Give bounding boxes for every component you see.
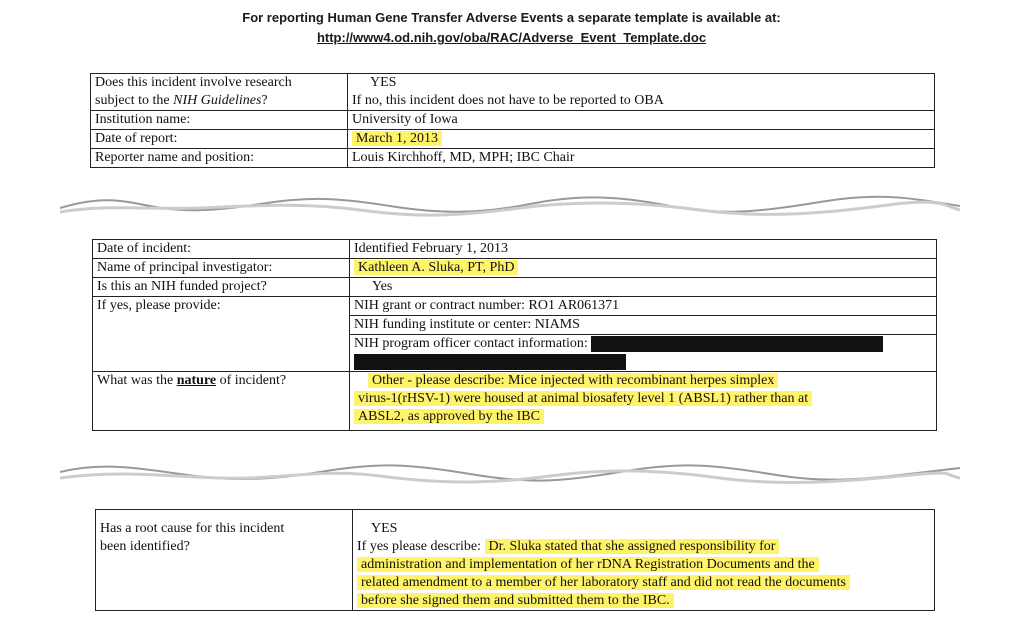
question-cell	[91, 74, 348, 111]
reporting-table	[90, 73, 935, 168]
nature-keyword: nature	[176, 373, 217, 388]
answer-yes: YES	[370, 75, 397, 90]
torn-edge	[60, 186, 960, 226]
root-cause-description: related amendment to a member of her laboratory staff and did not read the documents	[357, 575, 850, 590]
question-text: of incident?	[216, 373, 287, 388]
describe-label: If yes please describe:	[357, 539, 481, 554]
question-text: What was the	[97, 373, 177, 388]
answer-cell	[353, 510, 935, 611]
root-cause-description: administration and implementation of her rDNA Registration Documents and the	[357, 557, 819, 572]
question-cell: Date of report:	[91, 130, 348, 149]
incident-description: Other - please describe: Mice injected with recombinant herpes simplex	[368, 373, 778, 388]
question-text: ?	[261, 93, 268, 108]
report-date-value: March 1, 2013	[352, 131, 442, 146]
root-cause-yes: YES	[371, 521, 398, 536]
question-cell: If yes, please provide:	[93, 297, 350, 372]
institution-value: University of Iowa	[348, 111, 935, 130]
incident-table	[92, 239, 937, 431]
pi-name-value: Kathleen A. Sluka, PT, PhD	[354, 260, 518, 275]
funded-value: Yes	[372, 279, 393, 294]
answer-cell	[350, 335, 937, 372]
incident-description: virus-1(rHSV-1) were housed at animal biosafety level 1 (ABSL1) rather than at	[354, 391, 812, 406]
redaction-bar	[591, 336, 883, 352]
question-text: been identified?	[100, 539, 190, 554]
answer-cell	[350, 259, 937, 278]
question-cell: Name of principal investigator:	[93, 259, 350, 278]
question-cell	[93, 372, 350, 431]
funding-institute-value: NIH funding institute or center: NIAMS	[350, 316, 937, 335]
program-officer-label: NIH program officer contact information:	[354, 336, 588, 351]
incident-date-value: Identified February 1, 2013	[350, 240, 937, 259]
question-cell: Is this an NIH funded project?	[93, 278, 350, 297]
question-text: Has a root cause for this incident	[100, 521, 285, 536]
question-cell	[96, 510, 353, 611]
root-cause-description: before she signed them and submitted them to the IBC.	[357, 593, 674, 608]
answer-cell	[348, 130, 935, 149]
question-cell: Date of incident:	[93, 240, 350, 259]
answer-note: If no, this incident does not have to be reported to OBA	[352, 93, 664, 108]
template-url[interactable]: http://www4.od.nih.gov/oba/RAC/Adverse_Event_Template.doc	[316, 30, 707, 45]
root-cause-table	[95, 509, 935, 611]
question-cell: Reporter name and position:	[91, 149, 348, 168]
incident-description: ABSL2, as approved by the IBC	[354, 409, 544, 424]
answer-cell	[350, 278, 937, 297]
question-text: Does this incident involve research	[95, 75, 292, 90]
torn-edge	[60, 454, 960, 494]
redaction-bar	[354, 354, 626, 370]
grant-number-value: NIH grant or contract number: RO1 AR061371	[350, 297, 937, 316]
reporter-value: Louis Kirchhoff, MD, MPH; IBC Chair	[348, 149, 935, 168]
question-text: subject to the	[95, 93, 174, 108]
root-cause-description: Dr. Sluka stated that she assigned responsibility for	[485, 539, 780, 554]
answer-cell	[348, 74, 935, 111]
nih-guidelines-text: NIH Guidelines	[173, 93, 262, 108]
header-line1: For reporting Human Gene Transfer Adverse Events a separate template is available at:	[242, 10, 781, 25]
question-cell: Institution name:	[91, 111, 348, 130]
answer-cell	[350, 372, 937, 431]
